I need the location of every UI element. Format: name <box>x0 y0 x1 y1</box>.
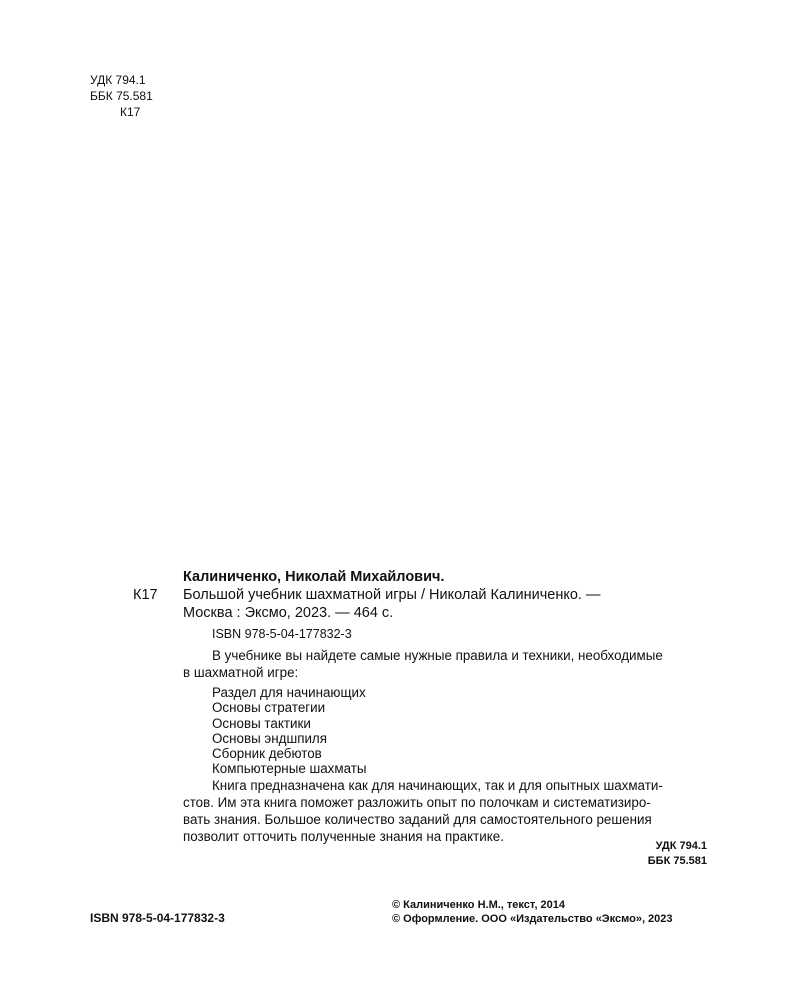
bbk-code: ББК 75.581 <box>647 855 707 867</box>
description-line: Книга предназначена как для начинающих, так и для опытных шахмати- <box>212 778 663 793</box>
imprint-line: Москва : Эксмо, 2023. — 464 с. <box>183 605 394 621</box>
author-name: Калиниченко, Николай Михайлович. <box>183 569 445 585</box>
udk-code: УДК 794.1 <box>90 73 146 87</box>
list-item: Компьютерные шахматы <box>212 761 367 777</box>
description-text <box>183 777 713 845</box>
list-item: Раздел для начинающих <box>212 685 366 700</box>
record-author-mark: К17 <box>133 587 158 603</box>
classification-bottom <box>560 839 707 869</box>
description-line: стов. Им эта книга поможет разложить опыт по полочкам и систематизиро- <box>183 795 651 810</box>
copyright-design: © Оформление. ООО «Издательство «Эксмо», 2023 <box>392 913 673 925</box>
description-line: позволит отточить полученные знания на практике. <box>183 829 504 844</box>
list-item: Основы стратегии <box>212 700 326 716</box>
udk-code: УДК 794.1 <box>655 840 707 852</box>
abstract-line: в шахматной игре: <box>183 665 299 680</box>
classification-top <box>90 72 153 120</box>
record-isbn: ISBN 978-5-04-177832-3 <box>212 627 352 641</box>
abstract-line: В учебнике вы найдете самые нужные правила и техники, необходимые <box>212 648 663 663</box>
description-line: вать знания. Большое количество заданий для самостоятельного решения <box>183 812 652 827</box>
copyright-block <box>392 898 673 926</box>
bbk-code: ББК 75.581 <box>90 89 153 103</box>
list-item: Сборник дебютов <box>212 746 322 762</box>
footer-isbn: ISBN 978-5-04-177832-3 <box>90 911 225 925</box>
list-item: Основы тактики <box>212 715 311 731</box>
author-mark: К17 <box>120 105 141 119</box>
list-item: Основы эндшпиля <box>212 730 327 746</box>
abstract-text <box>183 647 713 681</box>
copyright-text: © Калиниченко Н.М., текст, 2014 <box>392 899 566 911</box>
book-title-line: Большой учебник шахматной игры / Николай Калиниченко. — <box>183 587 601 603</box>
sections-list <box>212 685 367 777</box>
